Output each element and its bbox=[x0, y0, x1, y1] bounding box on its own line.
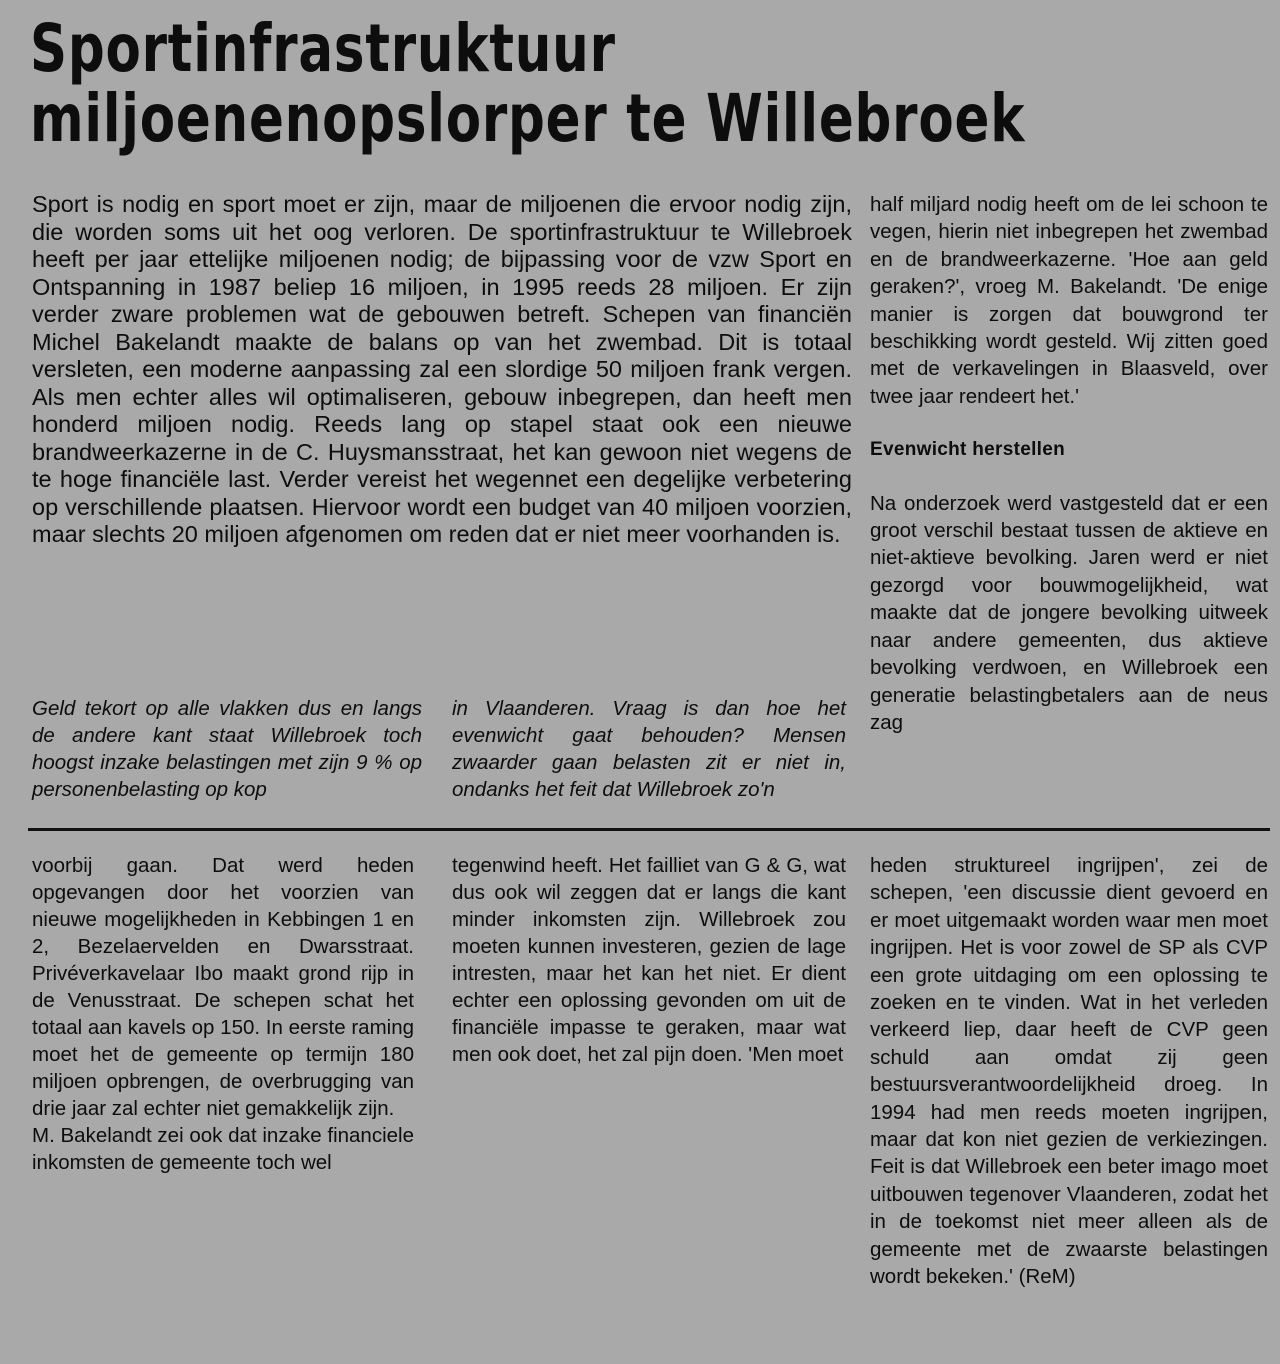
right-paragraph-2: Na onderzoek werd vastgesteld dat er een groot verschil bestaat tussen de aktieve en niet-aktieve bevolking. Jaren werd er niet gezorgd voor bouwmogelijkheid, wat maakte dat de jongere bevolking uitweek naar andere gemeenten, dus aktieve bevolking verdwoen, en Willebroek een generatie belastingbetalers aan de neus zag bbox=[870, 491, 1268, 734]
bottom-column-1 bbox=[32, 852, 414, 1176]
bottom-col3-paragraph: heden struktureel ingrijpen', zei de schepen, 'een discussie dient gevoerd en er moet uitgemaakt worden waar men moet ingrijpen. Het is voor zowel de SP als CVP een grote uitdaging om een oplossing te zoeken en te vinden. Wat in het verleden verkeerd liep, daar heeft de CVP geen schuld aan omdat zij geen bestuursverantwoordelijkheid droeg. In 1994 had men reeds moeten ingrijpen, maar dat kon niet gezien de verkiezingen. Feit is dat Willebroek een beter imago moet uitbouwen tegenover Vlaanderen, zodat het in de toekomst niet meer alleen als de gemeente met de zwaarste belastingen wordt bekeken.' (ReM) bbox=[870, 854, 1268, 1289]
bottom-col1-paragraph-2: M. Bakelandt zei ook dat inzake financiele inkomsten de gemeente toch wel bbox=[32, 1124, 414, 1174]
lead-paragraph: Sport is nodig en sport moet er zijn, maar de miljoenen die ervoor nodig zijn, die worden soms uit het oog verloren. De sportinfrastruktuur te Willebroek heeft per jaar ettelijke miljoenen nodig; de bijpassing voor de vzw Sport en Ontspanning in 1987 beliep 16 miljoen, in 1995 reeds 28 miljoen. Er zijn verder zware problemen wat de gebouwen betreft. Schepen van financiën Michel Bakelandt maakte de balans op van het zwembad. Dit is totaal versleten, een moderne aanpassing zal een slordige 50 miljoen frank vergen. Als men echter alles wil optimaliseren, gebouw inbegrepen, dan heeft men honderd miljoen nodig. Reeds lang op stapel staat ook een nieuwe brandweerkazerne in de C. Huysmansstraat, het kan gewoon niet wegens de te hoge financiële last. Verder vereist het wegennet een degelijke verbetering op verschillende plaatsen. Hiervoor wordt een budget van 40 miljoen voorzien, maar slechts 20 miljoen afgenomen om reden dat er niet meer voorhanden is. bbox=[32, 191, 852, 547]
italic-column-1 bbox=[32, 695, 422, 803]
bottom-column-2 bbox=[452, 852, 846, 1068]
italic-text-1: Geld tekort op alle vlakken dus en langs de andere kant staat Willebroek toch hoogst inzake belastingen met zijn 9 % op personenbelasting op kop bbox=[32, 697, 422, 801]
lead-paragraph-block bbox=[32, 191, 852, 549]
section-divider bbox=[28, 828, 1270, 831]
section-subheading: Evenwicht herstellen bbox=[870, 439, 1066, 461]
bottom-column-3 bbox=[870, 852, 1268, 1291]
headline-line-1: Sportinfrastruktuur bbox=[30, 10, 616, 87]
right-column bbox=[870, 191, 1268, 736]
bottom-col1-paragraph-1: voorbij gaan. Dat werd heden opgevangen door het voorzien van nieuwe mogelijkheden in Kebbingen 1 en 2, Bezelaervelden en Dwarsstraat. Privéverkavelaar Ibo maakt grond rijp in de Venusstraat. De schepen schat het totaal aan kavels op 150. In eerste raming moet het de gemeente op termijn 180 miljoen opbrengen, de overbrugging van drie jaar zal echter niet gemakkelijk zijn. bbox=[32, 854, 414, 1120]
right-paragraph-1: half miljard nodig heeft om de lei schoon te vegen, hierin niet inbegrepen het zwembad en de brandweerkazerne. 'Hoe aan geld geraken?', vroeg M. Bakelandt. 'De enige manier is zorgen dat bouwgrond ter beschikking wordt gesteld. Wij zitten goed met de verkavelingen in Blaasveld, over twee jaar rendeert het.' bbox=[870, 193, 1268, 408]
bottom-col2-paragraph: tegenwind heeft. Het failliet van G & G, wat dus ook wil zeggen dat er langs die kant minder inkomsten zijn. Willebroek zou moeten kunnen investeren, gezien de lage intresten, maar het kan het niet. Er dient echter een oplossing gevonden om uit de financiële impasse te geraken, maar wat men ook doet, het zal pijn doen. 'Men moet bbox=[452, 854, 846, 1066]
italic-column-2 bbox=[452, 695, 846, 803]
headline-line-2: miljoenenopslorper te Willebroek bbox=[30, 80, 1026, 157]
page-title bbox=[30, 10, 1026, 157]
italic-text-2: in Vlaanderen. Vraag is dan hoe het evenwicht gaat behouden? Mensen zwaarder gaan belasten zit er niet in, ondanks het feit dat Willebroek zo'n bbox=[452, 697, 846, 801]
